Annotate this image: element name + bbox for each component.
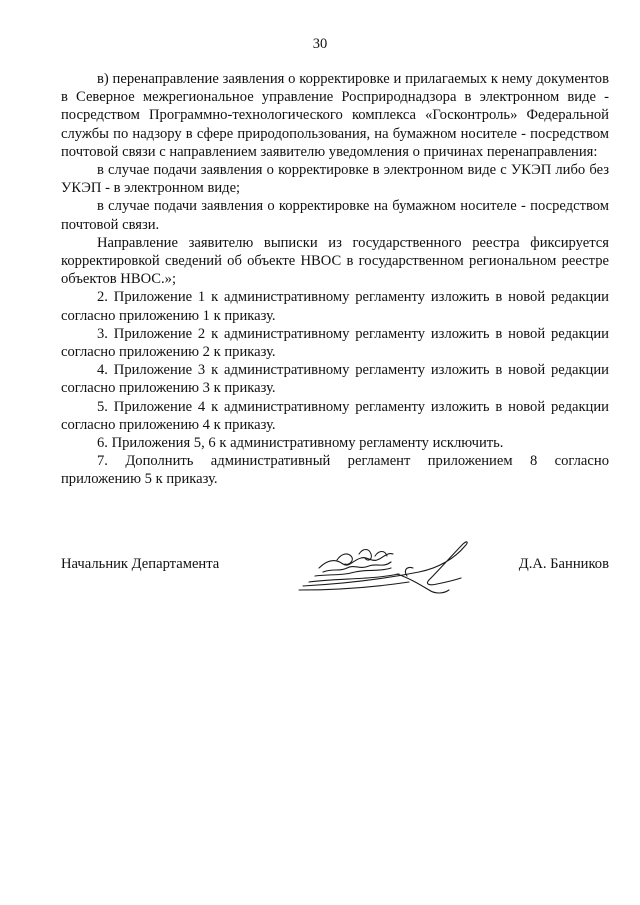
paragraph-item-2: 2. Приложение 1 к административному регламенту изложить в новой редакции согласно приложению 1 к приказу. — [61, 289, 609, 324]
paragraph-item-4: 4. Приложение 3 к административному регламенту изложить в новой редакции согласно приложению 3 к приказу. — [61, 362, 609, 397]
signatory-name: Д.А. Банников — [518, 556, 609, 572]
signatory-position: Начальник Департамента — [61, 556, 220, 572]
paragraph-redirect-application: в) перенаправление заявления о корректировке и прилагаемых к нему документов в Северное межрегиональное управление Росприроднадзора в электронном виде - посредством Программно-технологического комплекса «Госконтроль» Федеральной службы по надзору в сфере природопользования, на бумажном носителе - посредством почтовой связи с направлением заявителю уведомления о причинах перенаправления: — [61, 71, 609, 160]
paragraph-item-6: 6. Приложения 5, 6 к административному регламенту исключить. — [97, 435, 504, 452]
paragraph-item-5: 5. Приложение 4 к административному регламенту изложить в новой редакции согласно приложению 4 к приказу. — [61, 398, 609, 433]
handwritten-signature — [279, 538, 479, 600]
paragraph-registry-extract: Направление заявителю выписки из государственного реестра фиксируется корректировкой сведений об объекте НВОС в государственном региональном реестре объектов НВОС.»; — [61, 234, 609, 288]
paragraph-item-3: 3. Приложение 2 к административному регламенту изложить в новой редакции согласно приложению 2 к приказу. — [61, 325, 609, 361]
paragraph-paper-submission: в случае подачи заявления о корректировке на бумажном носителе - посредством почтовой связи. — [61, 198, 609, 233]
paragraph-electronic-submission: в случае подачи заявления о корректировке в электронном виде с УКЭП либо без УКЭП - в электронном виде; — [61, 162, 609, 197]
page-number: 30 — [312, 36, 328, 52]
document-body — [61, 70, 609, 489]
signature-block — [61, 538, 609, 608]
paragraph-item-7: 7. Дополнить административный регламент приложением 8 согласно приложению 5 к приказу. — [61, 453, 609, 488]
